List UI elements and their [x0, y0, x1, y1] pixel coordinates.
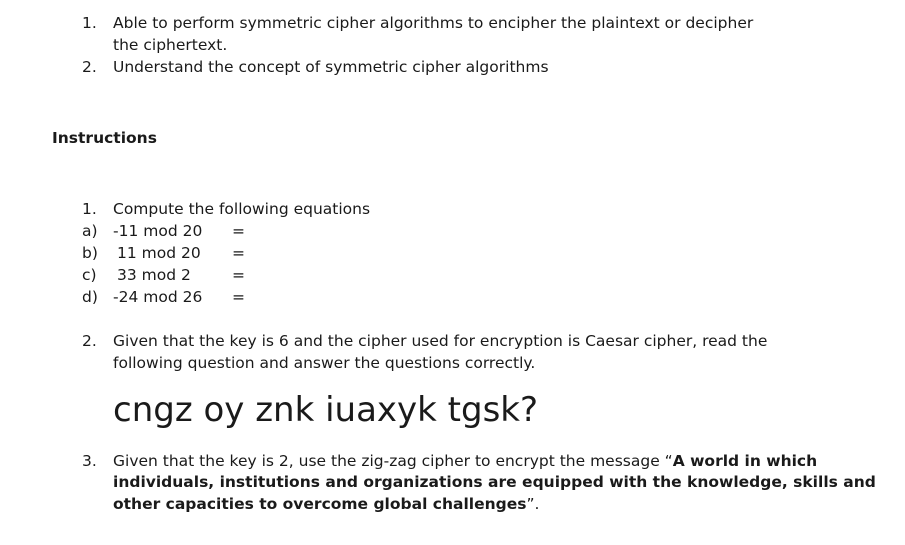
question-3-line2: individuals, institutions and organizations are equipped with the knowledge, skills and — [113, 473, 876, 491]
equation-b-expression: 11 mod 20 — [117, 244, 201, 262]
question-2-number: 2. — [82, 332, 97, 350]
question-2-line1: Given that the key is 6 and the cipher used for encryption is Caesar cipher, read the — [113, 332, 768, 350]
equation-a-equals: = — [232, 222, 245, 240]
question-3-line3-bold: other capacities to overcome global challenges — [113, 495, 527, 513]
question-2-line2: following question and answer the questions correctly. — [113, 354, 536, 372]
objective-1-number: 1. — [82, 14, 97, 32]
question-3-line3 — [113, 495, 539, 513]
objective-2-line1: Understand the concept of symmetric cipher algorithms — [113, 58, 549, 76]
ciphertext: cngz oy znk iuaxyk tgsk? — [113, 390, 539, 430]
objective-2-number: 2. — [82, 58, 97, 76]
question-1-number: 1. — [82, 200, 97, 218]
question-1-text: Compute the following equations — [113, 200, 371, 218]
question-3-number: 3. — [82, 452, 97, 470]
objective-1-line2: the ciphertext. — [113, 36, 228, 54]
question-3-line1-bold: A world in which — [672, 452, 818, 470]
equation-a-letter: a) — [82, 222, 98, 240]
question-3-line1-plain: Given that the key is 2, use the zig-zag cipher to encrypt the message “ — [113, 452, 673, 470]
equation-a-expression: -11 mod 20 — [113, 222, 203, 240]
equation-d-equals: = — [232, 288, 245, 306]
objective-1-line1: Able to perform symmetric cipher algorithms to encipher the plaintext or decipher — [113, 14, 754, 32]
question-3-line3-end: ”. — [526, 495, 540, 513]
equation-d-expression: -24 mod 26 — [113, 288, 203, 306]
question-3-line1 — [113, 452, 817, 470]
equation-c-letter: c) — [82, 266, 97, 284]
equation-b-letter: b) — [82, 244, 98, 262]
equation-d-letter: d) — [82, 288, 98, 306]
equation-b-equals: = — [232, 244, 245, 262]
equation-c-expression: 33 mod 2 — [117, 266, 191, 284]
equation-c-equals: = — [232, 266, 245, 284]
instructions-heading: Instructions — [52, 129, 157, 147]
